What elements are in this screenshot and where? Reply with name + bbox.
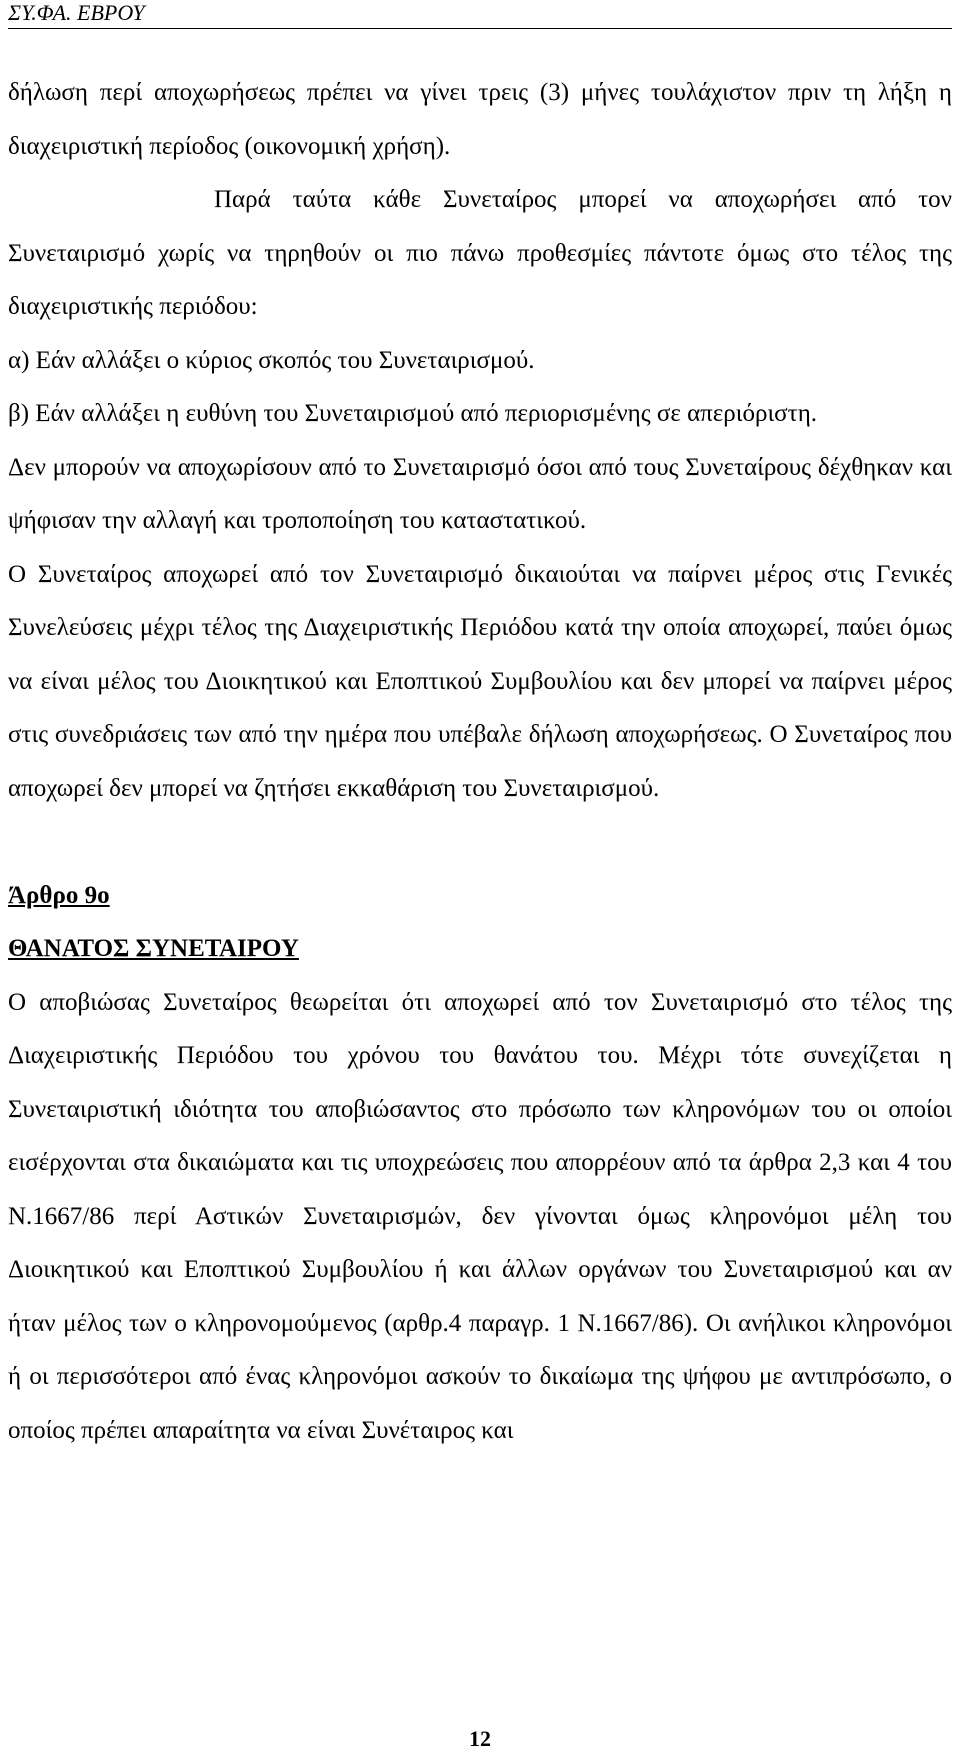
header-title: ΣΥ.ΦΑ. ΕΒΡΟΥ <box>8 0 145 25</box>
paragraph: Δεν μπορούν να αποχωρίσουν από το Συνεταιρισμό όσοι από τους Συνεταίρους δέχθηκαν και ψήφισαν την αλλαγή και τροποποίηση του καταστατικού. <box>8 453 952 534</box>
paragraph: Παρά ταύτα κάθε Συνεταίρος μπορεί να αποχωρήσει από τον Συνεταιρισμό χωρίς να τηρηθούν οι πιο πάνω προθεσμίες πάντοτε όμως στο τέλος της διαχειριστικής περιόδου: <box>8 186 952 320</box>
paragraph: δήλωση περί αποχωρήσεως πρέπει να γίνει τρεις (3) μήνες τουλάχιστον πριν τη λήξη η διαχειριστική περίοδος (οικονομική χρήση). <box>8 79 952 160</box>
article-title: ΘΑΝΑΤΟΣ ΣΥΝΕΤΑΙΡΟΥ <box>8 935 299 962</box>
page-number: 12 <box>469 1726 491 1751</box>
paragraph: Ο Συνεταίρος αποχωρεί από τον Συνεταιρισμό δικαιούται να παίρνει μέρος στις Γενικές Συνελεύσεις μέχρι τέλος της Διαχειριστικής Περιόδου κατά την οποία αποχωρεί, παύει όμως να είναι μέλος του Διοικητικού και Εποπτικού Συμβουλίου και δεν μπορεί να παίρνει μέρος στις συνεδριάσεις των από την ημέρα που υπέβαλε δήλωση αποχωρήσεως. Ο Συνεταίρος που αποχωρεί δεν μπορεί να ζητήσει εκκαθάριση του Συνεταιρισμού. <box>8 560 952 802</box>
document-body <box>8 66 952 1457</box>
article-body: Ο αποβιώσας Συνεταίρος θεωρείται ότι αποχωρεί από τον Συνεταιρισμό στο τέλος της Διαχειριστικής Περιόδου του χρόνου του θανάτου του. Μέχρι τότε συνεχίζεται η Συνεταιριστική ιδιότητα του αποβιώσαντος στο πρόσωπο των κληρονόμων του οι οποίοι εισέρχονται στα δικαιώματα και τις υποχρεώσεις που απορρέουν από τα άρθρα 2,3 και 4 του Ν.1667/86 περί Αστικών Συνεταιρισμών, δεν γίνονται όμως κληρονόμοι μέλη του Διοικητικού και Εποπτικού Συμβουλίου ή και άλλων οργάνων του Συνεταιρισμού και αν ήταν μέλος των ο κληρονομούμενος (αρθρ.4 παραγρ. 1 Ν.1667/86). Οι ανήλικοι κληρονόμοι ή οι περισσότεροι από ένας κληρονόμοι ασκούν το δικαίωμα της ψήφου με αντιπρόσωπο, ο οποίος πρέπει απαραίτητα να είναι Συνέταιρος και <box>8 988 952 1444</box>
spacer <box>8 815 952 869</box>
page-header <box>8 0 952 29</box>
article-number: Άρθρο 9ο <box>8 881 110 909</box>
list-item-b: β) Εάν αλλάξει η ευθύνη του Συνεταιρισμού από περιορισμένης σε απεριόριστη. <box>8 400 818 427</box>
list-item-a: α) Εάν αλλάξει ο κύριος σκοπός του Συνεταιρισμού. <box>8 346 535 374</box>
